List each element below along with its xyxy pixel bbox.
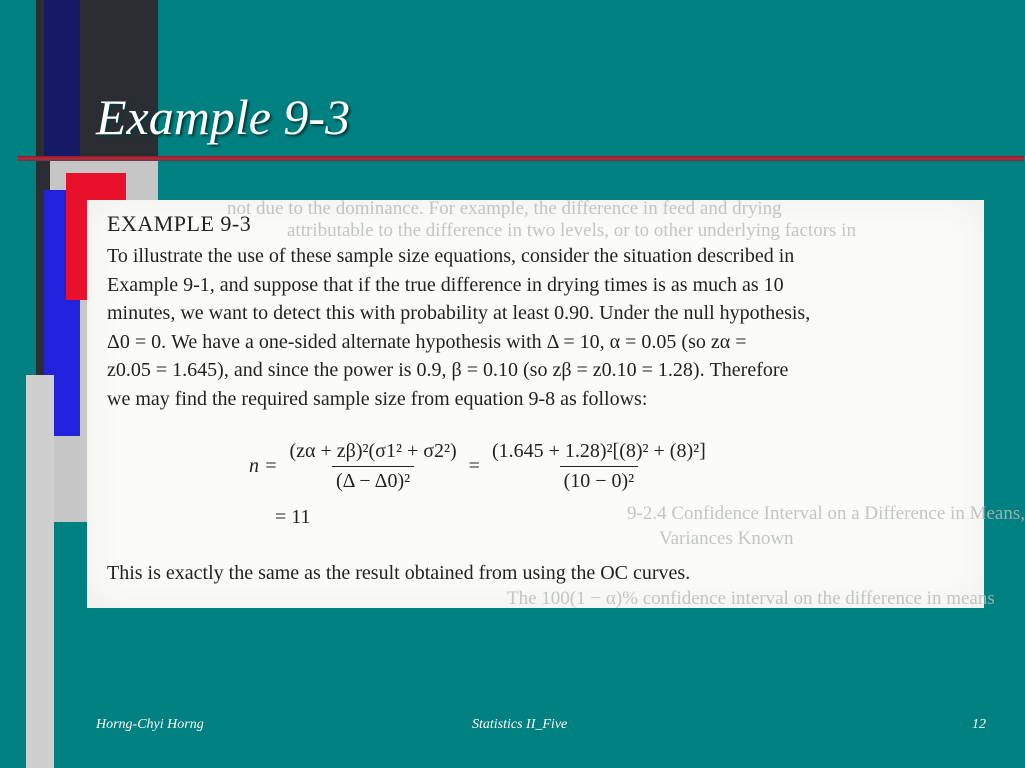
footer-author: Horng-Chyi Horng	[96, 717, 204, 732]
formula-fraction-symbolic	[286, 440, 461, 493]
conclusion-text: This is exactly the same as the result obtained from using the OC curves.	[107, 562, 691, 584]
footer-page-number: 12	[972, 717, 986, 732]
formula-fraction-numeric	[488, 440, 710, 493]
title-divider	[18, 156, 1024, 161]
footer-course: Statistics II_Five	[472, 717, 568, 732]
formula-result	[275, 506, 311, 529]
fraction-numerator: (1.645 + 1.28)²[(8)² + (8)²]	[491, 440, 706, 462]
formula-equals: =	[468, 455, 480, 477]
show-through-text-2: attributable to the difference in two levels, or to other underlying factors in	[287, 220, 856, 241]
example-paragraph	[107, 242, 957, 414]
formula-result-value: = 11	[275, 506, 311, 528]
formula-lhs: n =	[249, 455, 278, 477]
paragraph-line: Δ0 = 0. We have a one-sided alternate hypothesis with Δ = 10, α = 0.05 (so zα =	[107, 330, 747, 353]
slide-title: Example 9-3	[96, 89, 351, 145]
decor-silver-strip	[26, 375, 54, 768]
paragraph-line: we may find the required sample size from equation 9-8 as follows:	[107, 387, 648, 410]
fraction-numerator: (zα + zβ)²(σ1² + σ2²)	[289, 440, 457, 462]
show-through-text-4: Variances Known	[659, 528, 794, 549]
paragraph-line: minutes, we want to detect this with probability at least 0.90. Under the null hypothesis,	[107, 302, 811, 325]
show-through-text-5: The 100(1 − α)% confidence interval on the difference in means	[507, 588, 995, 609]
example-heading: EXAMPLE 9-3	[107, 211, 252, 236]
paragraph-line: To illustrate the use of these sample size equations, consider the situation described in	[107, 245, 795, 267]
decor-navy-block	[44, 0, 80, 160]
sample-size-formula	[249, 440, 718, 528]
textbook-scan-panel	[87, 198, 1025, 609]
paragraph-line: z0.05 = 1.645), and since the power is 0.9, β = 0.10 (so zβ = z0.10 = 1.28). Therefore	[107, 359, 789, 382]
show-through-text-1: not due to the dominance. For example, the difference in feed and drying	[227, 198, 782, 219]
show-through-text-3: 9-2.4 Confidence Interval on a Difference in Means,	[627, 503, 1025, 524]
fraction-denominator: (Δ − Δ0)²	[332, 466, 414, 493]
paragraph-line: Example 9-1, and suppose that if the true difference in drying times is as much as 10	[107, 273, 784, 296]
fraction-denominator: (10 − 0)²	[560, 466, 639, 493]
